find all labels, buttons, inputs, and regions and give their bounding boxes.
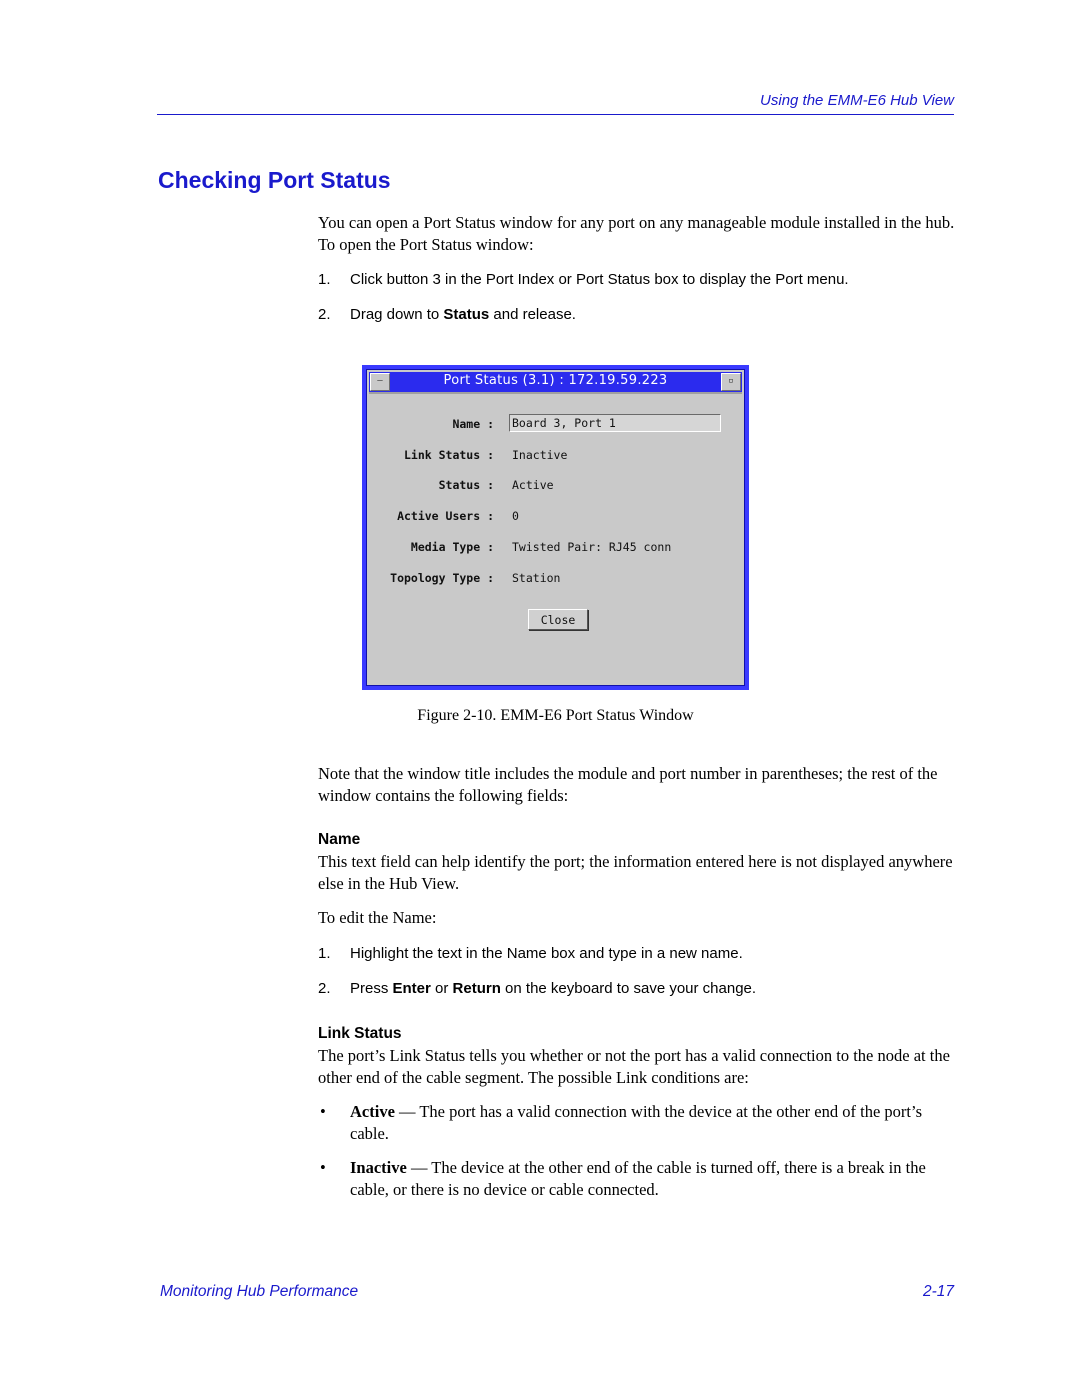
step-text-part: on the keyboard to save your change. xyxy=(500,980,757,997)
step-text: Highlight the text in the Name box and type in a new name. xyxy=(350,945,743,962)
running-header: Using the EMM-E6 Hub View xyxy=(760,92,954,109)
link-status-label: Link Status : xyxy=(403,448,494,462)
figure-caption: Figure 2-10. EMM-E6 Port Status Window xyxy=(417,707,694,724)
bullet-dot: • xyxy=(320,1102,326,1121)
window-maximize-button[interactable]: ▫ xyxy=(721,373,741,391)
step-text xyxy=(350,979,756,999)
name-input[interactable] xyxy=(509,414,721,432)
step-number: 2. xyxy=(318,306,331,323)
header-rule xyxy=(157,114,954,115)
active-users-label: Active Users : xyxy=(397,509,494,523)
bullet-dot: • xyxy=(320,1158,326,1177)
status-label: Status : xyxy=(438,478,494,492)
step-text-part: Drag down to xyxy=(350,306,444,323)
step-number: 1. xyxy=(318,945,331,962)
name-heading: Name xyxy=(318,831,361,848)
topology-type-value: Station xyxy=(512,571,561,585)
step-text-part: and release. xyxy=(489,306,576,323)
status-value: Active xyxy=(512,478,554,492)
close-button[interactable]: Close xyxy=(528,609,588,630)
bullet-text xyxy=(350,1101,950,1145)
media-type-label: Media Type : xyxy=(410,540,494,554)
name-paragraph: This text field can help identify the port; the information entered here is not displayed anywhere else in the Hub View. xyxy=(318,852,953,893)
window-menu-button[interactable]: — xyxy=(370,373,390,391)
step-text xyxy=(350,305,576,325)
step-bold-term: Return xyxy=(452,980,501,997)
link-status-value: Inactive xyxy=(512,448,568,462)
step-bold-term: Enter xyxy=(392,980,431,997)
step-text-part: or xyxy=(430,980,453,997)
name-label: Name : xyxy=(452,417,494,431)
footer-chapter-title: Monitoring Hub Performance xyxy=(160,1283,359,1300)
section-title: Checking Port Status xyxy=(158,167,391,193)
media-type-value: Twisted Pair: RJ45 conn xyxy=(512,540,672,554)
topology-type-label: Topology Type : xyxy=(390,571,494,585)
active-users-value: 0 xyxy=(512,509,519,523)
port-status-window xyxy=(362,365,749,690)
bullet-description: — The port has a valid connection with the device at the other end of the port’s cable. xyxy=(350,1102,922,1143)
window-body xyxy=(369,394,742,683)
step-number: 2. xyxy=(318,980,331,997)
bullet-description: — The device at the other end of the cable is turned off, there is a break in the cable, or there is no device or cable connected. xyxy=(350,1158,926,1199)
intro-paragraph: You can open a Port Status window for any port on any manageable module installed in the hub. To open the Port Status window: xyxy=(318,213,955,254)
footer-page-number: 2-17 xyxy=(922,1283,954,1300)
note-paragraph: Note that the window title includes the module and port number in parentheses; the rest of the window contains the following fields: xyxy=(318,764,938,805)
bullet-term: Active xyxy=(350,1102,395,1121)
step-text-part: Press xyxy=(350,980,393,997)
step-number: 1. xyxy=(318,271,331,288)
bullet-text xyxy=(350,1157,950,1201)
to-edit-text: To edit the Name: xyxy=(318,908,437,927)
window-titlebar[interactable] xyxy=(369,372,742,394)
step-text: Click button 3 in the Port Index or Port Status box to display the Port menu. xyxy=(350,271,849,288)
step-bold-term: Status xyxy=(443,306,490,323)
link-status-heading: Link Status xyxy=(318,1025,402,1042)
link-status-paragraph: The port’s Link Status tells you whether or not the port has a valid connection to the node at the other end of the cable segment. The possible Link conditions are: xyxy=(318,1046,950,1087)
window-title: Port Status (3.1) : 172.19.59.223 xyxy=(443,373,668,388)
bullet-term: Inactive xyxy=(350,1158,407,1177)
